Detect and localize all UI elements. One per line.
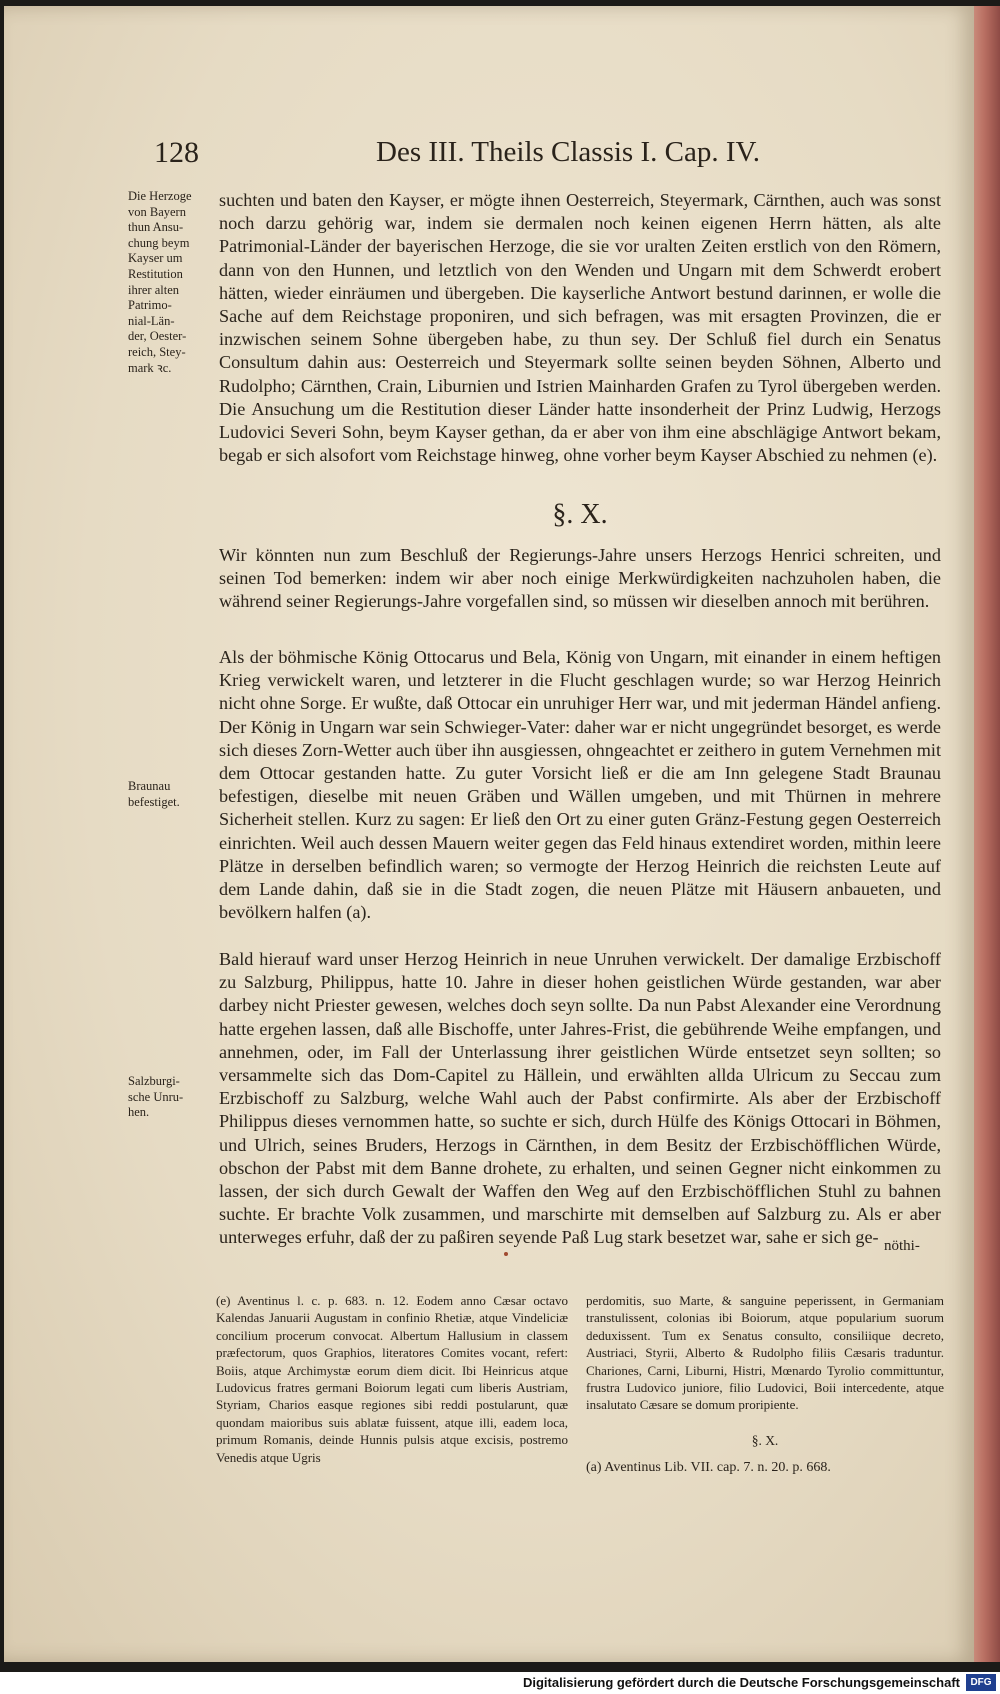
marginal-line: Patrimo-	[128, 298, 172, 313]
footnote-column-left	[216, 1292, 568, 1466]
marginal-line: ihrer alten	[128, 282, 180, 297]
footnote-section-marker: §. X.	[751, 1432, 779, 1448]
page-header	[154, 136, 874, 176]
paragraph-braunau: Als der böhmische König Ottocarus und Bela, König von Ungarn, mit einander in einem heftigen Krieg verwickelt waren, und letzterer in die Flucht geschlagen wurde; so war Herzog Heinrich nicht ohne Sorge. Er wußte, daß Ottocar ein unruhiger Herr war, und mit jederman Händel anfieng. Der König in Ungarn war sein Schwieger-Vater: daher war er nicht ungegründet besorget, es werde sich dieses Zorn-Wetter auch über ihn ausgiessen, ohngeachtet er zeithero in gutem Vernehmen mit dem Ottocar gestanden hatte. Zu guter Vorsicht ließ er die am Inn gelegene Stadt Braunau befestigen, dieselbe mit neuen Gräben und Wällen umgeben, und mit Thürnen in mehrere Sicherheit stellen. Kurz zu sagen: Er ließ den Ort zu einer guten Gränz-Festung gegen Oesterreich einrichten. Weil auch dessen Mauern weiter gegen das Feld hinaus extendiret worden, mithin leere Plätze in derselben befindlich waren; so vermogte der Herzog Heinrich die reichsten Leute auf dem Lande dahin, daß sie in die Stadt zogen, die neuen Plätze mit Häusern anbaueten, und bevölkern halfen (a).	[219, 647, 941, 923]
marginal-line: der, Oester-	[128, 329, 187, 344]
marginal-line: Braunau	[128, 779, 171, 793]
paragraph-introduction: Wir könnten nun zum Beschluß der Regierungs-Jahre unsers Herzogs Henrici schreiten, und seinen Tod bemerken: indem wir aber noch einige Merkwürdigkeiten nachzuholen haben, die während seiner Regierungs-Jahre vorgefallen sind, so müssen wir dieselben annoch mit berühren.	[219, 545, 941, 612]
marginal-line: befestiget.	[128, 794, 180, 809]
section-heading: §. X.	[552, 499, 608, 530]
book-page	[4, 6, 974, 1662]
footnote-a: (a) Aventinus Lib. VII. cap. 7. n. 20. p. 668.	[586, 1460, 831, 1476]
page-number: 128	[154, 136, 199, 169]
marginal-line: Restitution	[128, 266, 183, 281]
marginal-line: chung beym	[128, 235, 190, 250]
footnote-column-right	[586, 1292, 944, 1477]
marginal-line: reich, Stey-	[128, 344, 186, 359]
paragraph-restitution: suchten und baten den Kayser, er mögte ihnen Oesterreich, Steyermark, Cärnthen, auch was sonst noch darzu gehörig war, indem sie dermalen noch keinen eigenen Herrn hätten, als alte Patrimonial-Länder der bayerischen Herzoge, die sie vor uralten Zeiten erstlich von den Römern, dann von den Hunnen, und letztlich von den Wenden und Ungarn mit dem Schwerdt erobert hätten, wieder einräumen und übergeben. Die kayserliche Antwort bestund darinnen, er wolle die Sache auf dem Reichstage proponiren, und sich befragen, was mit ersagten Provinzen, die er inzwischen seinem Sohne übergeben habe, zu thun sey. Der Schluß fiel durch ein Senatus Consultum dahin aus: Oesterreich und Steyermark sollte seinen beyden Söhnen, Alberto und Rudolpho; Cärnthen, Crain, Liburnien und Istrien Mainharden Grafen zu Tyrol übergeben werden. Die Ansuchung um die Restitution dieser Länder hatte insonderheit der Prinz Ludwig, Herzogs Ludovici Severi Sohn, beym Kayser gethan, da er aber von ihm eine abschlägige Antwort bekam, begab er sich alsofort vom Reichstage hinweg, ohne vorher beym Kayser Abschied zu nehmen (e).	[219, 190, 941, 466]
marginal-line: sche Unru-	[128, 1089, 184, 1104]
marginal-line: nial-Län-	[128, 313, 175, 328]
ornament-dot	[504, 1252, 508, 1256]
marginal-note-restitution	[128, 189, 216, 376]
marginal-line: hen.	[128, 1105, 150, 1120]
footnote-e-continued: perdomitis, suo Marte, & sanguine peperissent, in Germaniam transtulissent, colonias ibi Boiorum, atque popularium suorum deduxissent. Tum ex Senatus consulto, consiliique decreto, Austriaci, Styrii, Alberto & Rudolpho filiis Cæsaris traduntur. Chariones, Carni, Liburni, Histri, Mœnardo Tyrolio committuntur, frustra Ludovico juniore, filio Ludovici, Boii intercedente, atque insalutato Cæsare se domum proripiente.	[586, 1293, 944, 1413]
marginal-note-braunau	[128, 779, 216, 810]
marginal-line: von Bayern	[128, 204, 186, 219]
marginal-line: thun Ansu-	[128, 220, 184, 235]
marginal-note-salzburg	[128, 1074, 216, 1121]
marginal-line: mark ꝛc.	[128, 360, 172, 375]
running-head: Des III. Theils Classis I. Cap. IV.	[376, 136, 760, 168]
dfg-logo-icon: DFG	[966, 1674, 996, 1691]
digitization-footer	[0, 1672, 1000, 1694]
paragraph-salzburg: Bald hierauf ward unser Herzog Heinrich in neue Unruhen verwickelt. Der damalige Erzbischoff zu Salzburg, Philippus, hatte 10. Jahre in dieser hohen geistlichen Würde gestanden, war aber darbey nicht Priester gewesen, welches doch seyn sollte. Da nun Pabst Alexander eine Verordnung hatte ergehen lassen, daß alle Bischoffe, unter Jahres-Frist, die gebührende Weihe empfangen, und annehmen, oder, im Fall der Unterlassung ihrer geistlichen Würde entsetzet seyn sollten; so versammelte sich das Dom-Capitel zu Hällein, und erwählten allda Ulricum zu Seccau zum Erzbischoff zu Salzburg, welche Wahl auch der Pabst confirmirte. Als aber der Erzbischoff Philippus dieses vernommen hatte, so suchte er sich, durch Hülfe des Königs Ottocari in Böhmen, und Ulrich, seines Bruders, Herzogs in Cärnthen, in dem Besitz der Erzbischöfflichen Würde, obschon der Pabst mit dem Banne drohete, zu erhalten, und seinen Gegner nicht einkommen zu lassen, der sich durch Gewalt der Waffen den Weg auf den Erzbischöfflichen Stuhl zu bahnen suchte. Er brachte Volk zusammen, und marschirte mit demselben auf Salzburg zu. Als er aber unterweges erfuhr, daß der zu paßiren seyende Paß Lug stark besetzet war, sahe er sich ge-	[219, 949, 941, 1248]
footnote-e: (e) Aventinus l. c. p. 683. n. 12. Eodem anno Cæsar octavo Kalendas Januarii Augustam in confinio Rhetiæ, atque Vindeliciæ concilium procerum convocat. Albertum Hallusium in classem præfectorum, quos Graphios, literatores Comites vocant, refert: Boiis, atque Archimystæ eorum diem dicit. Ibi Heinricus atque Ludovicus fratres germani Boiorum legati cum liberis Austriam, Styriam, Charios easque regiones sibi reddi postularunt, quæ quondam maioribus suis ablatæ fuissent, atque illi, eadem loca, primum Romanis, deinde Hunnis pulsis atque excisis, postremo Venedis atque Ugris	[216, 1293, 568, 1465]
book-edge	[974, 6, 1000, 1662]
marginal-line: Kayser um	[128, 251, 183, 266]
marginal-line: Salzburgi-	[128, 1074, 180, 1088]
dfg-credit: Digitalisierung gefördert durch die Deutsche Forschungsgemeinschaft	[522, 1675, 960, 1690]
catchword: nöthi-	[884, 1238, 920, 1254]
marginal-line: Die Herzoge	[128, 189, 192, 203]
